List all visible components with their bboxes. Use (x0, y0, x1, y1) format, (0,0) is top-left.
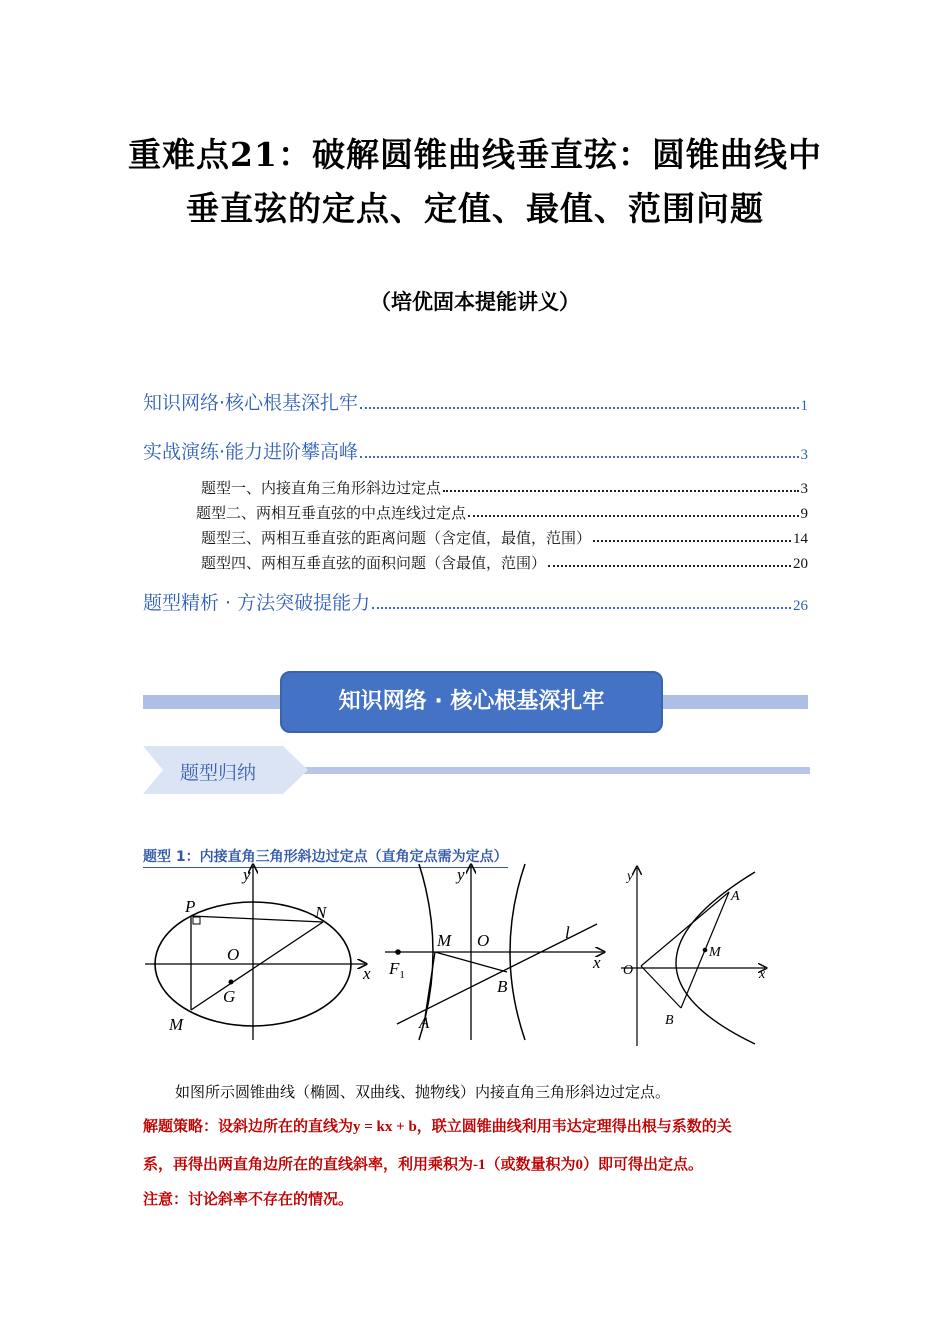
document-title: 重难点21：破解圆锥曲线垂直弦：圆锥曲线中垂直弦的定点、定值、最值、范围问题 (128, 135, 822, 228)
toc-page: 1 (800, 398, 808, 414)
intro-paragraph: 如图所示圆锥曲线（椭圆、双曲线、抛物线）内接直角三角形斜边过定点。 (175, 1085, 671, 1101)
section-rule (300, 767, 810, 774)
toc-entry[interactable] (201, 527, 808, 548)
label-x: x (759, 967, 766, 982)
toc-page: 26 (793, 598, 808, 614)
label-m: M (437, 931, 452, 950)
toc-entry[interactable] (201, 552, 808, 573)
document-subtitle: （培优固本提能讲义） (370, 289, 580, 314)
label-b: B (665, 1013, 674, 1028)
note-line: 注意：讨论斜率不存在的情况。 (143, 1192, 354, 1208)
label-a: A (731, 889, 740, 904)
label-a: A (419, 1013, 430, 1032)
label-x: x (363, 964, 371, 983)
toc-page: 3 (800, 447, 808, 463)
toc-leader (360, 407, 798, 409)
toc-entry[interactable] (143, 588, 808, 615)
label-x: x (593, 953, 601, 972)
toc-label: 题型四、两相互垂直弦的面积问题（含最值，范围） (201, 556, 547, 572)
label-y: y (457, 865, 465, 884)
label-n: N (315, 903, 327, 922)
hyperbola-figure (385, 862, 615, 1042)
label-o: O (227, 945, 240, 964)
toc-leader (443, 490, 798, 492)
toc-entry[interactable] (143, 437, 808, 464)
toc-leader (468, 515, 798, 517)
label-m: M (169, 1015, 184, 1034)
label-p: P (185, 897, 196, 916)
toc-page: 20 (793, 556, 808, 572)
section-tag-label: 题型归纳 (180, 762, 257, 784)
toc-entry[interactable] (143, 388, 808, 415)
label-m: M (709, 945, 721, 960)
side-ob (641, 966, 681, 1008)
toc-page: 3 (800, 481, 808, 497)
label-o: O (477, 931, 490, 950)
toc-page: 9 (800, 506, 808, 522)
toc-entry[interactable] (196, 502, 808, 523)
section-banner: 知识网络 · 核心根基深扎牢 (280, 671, 663, 733)
label-l: l (565, 923, 570, 942)
type-heading: 题型 1：内接直角三角形斜边过定点（直角定点需为定点） (143, 846, 508, 868)
toc-entry[interactable] (201, 477, 808, 498)
toc-leader (593, 540, 791, 542)
toc-leader (548, 565, 791, 567)
focus-f1 (395, 949, 401, 955)
side-mn (191, 922, 323, 1010)
label-y: y (243, 865, 251, 884)
toc-leader (372, 607, 791, 609)
point-g (229, 980, 234, 985)
parabola-figure (615, 862, 775, 1048)
label-o: O (623, 963, 634, 978)
toc-page: 14 (793, 531, 808, 547)
ellipse-figure (143, 862, 378, 1042)
right-angle-mark (193, 917, 200, 924)
label-f1: $F_1$ (389, 959, 405, 981)
toc-label: 知识网络·核心根基深扎牢 (143, 392, 359, 414)
toc-label: 题型三、两相互垂直弦的距离问题（含定值，最值，范围） (201, 531, 592, 547)
label-g: G (223, 987, 236, 1006)
toc-leader (360, 456, 798, 458)
toc-label: 实战演练·能力进阶攀高峰 (143, 441, 359, 463)
label-b: B (497, 977, 508, 996)
label-y: y (627, 869, 634, 884)
toc-label: 题型二、两相互垂直弦的中点连线过定点 (196, 506, 467, 522)
side-pn (191, 916, 323, 922)
strategy-line-2: 系，再得出两直角边所在的直线斜率，利用乘积为-1（或数量积为0）即可得出定点。 (143, 1157, 703, 1173)
toc-label: 题型一、内接直角三角形斜边过定点 (201, 481, 442, 497)
toc-label: 题型精析 · 方法突破提能力 (143, 592, 371, 614)
strategy-line-1: 解题策略：设斜边所在的直线为y = kx + b，联立圆锥曲线利用韦达定理得出根与系数的关 (143, 1119, 732, 1135)
point-m (703, 948, 708, 953)
